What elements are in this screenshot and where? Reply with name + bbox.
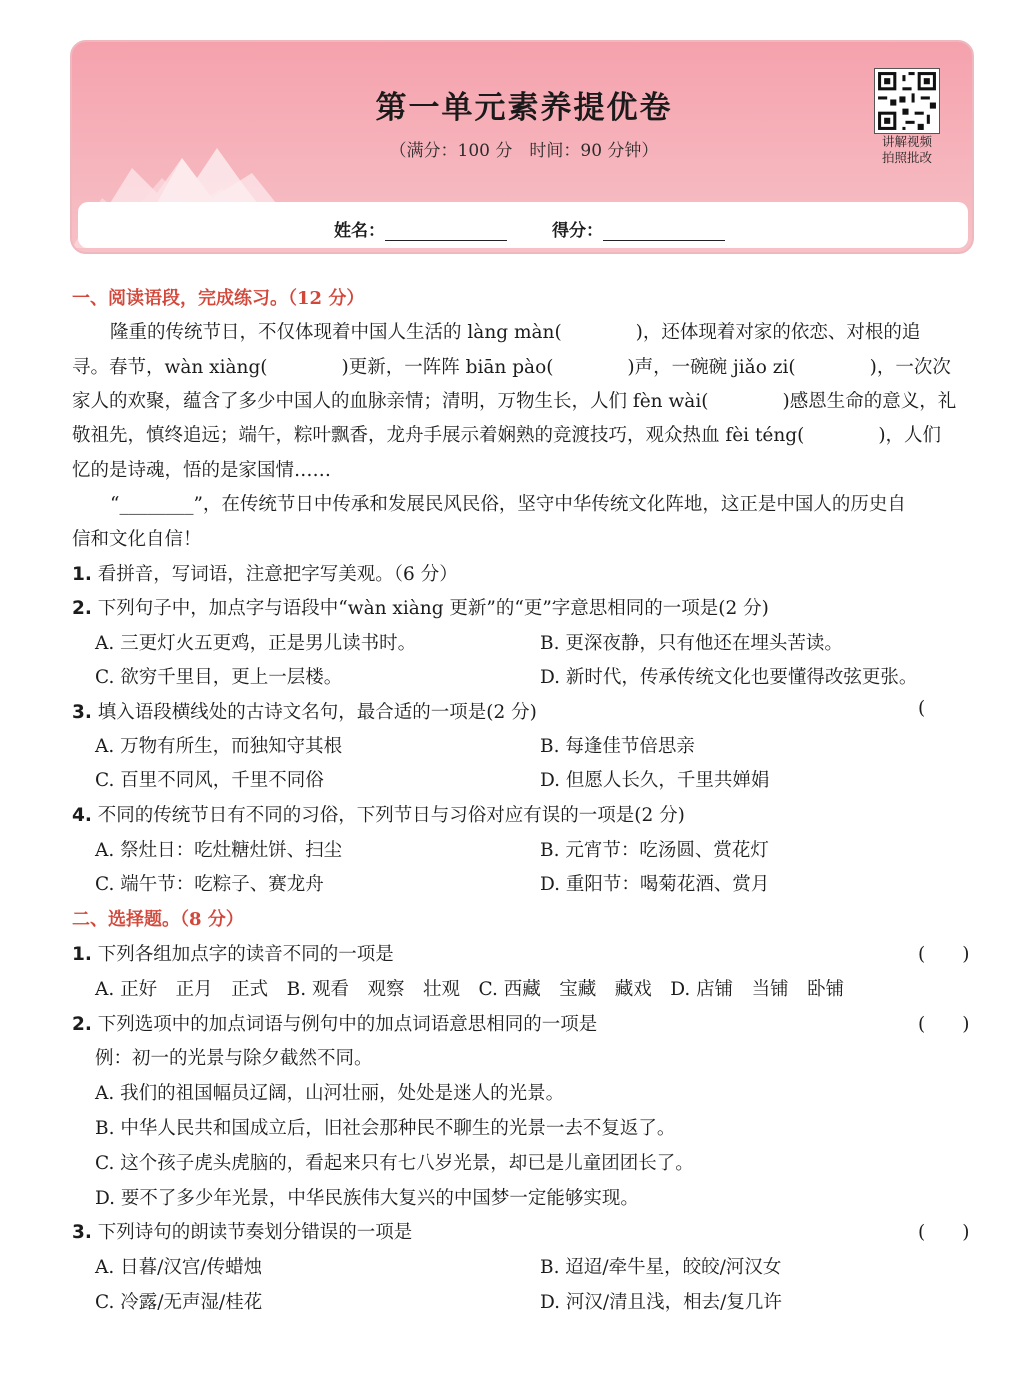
s1-q2-number: 2. [72,598,92,619]
s2-q1-number: 1. [72,944,92,965]
s2-question-2 [72,1010,597,1036]
s2-q1-answer-paren[interactable]: ( ) [918,944,970,965]
s2-q1-options[interactable]: A. 正好 正月 正式 B. 观看 观察 壮观 C. 西藏 宝藏 藏戏 D. 店铺 当铺 卧铺 [95,979,845,1000]
s2-q2-text: 下列选项中的加点词语与例句中的加点词语意思相同的一项是 [97,1014,598,1035]
s1-q3-text: 填入语段横线处的古诗文名句，最合适的一项是(2 分) [97,702,537,723]
passage-line-1: 隆重的传统节日，不仅体现着中国人生活的 làng màn( )，还体现着对家的依恋、对根的追 [110,322,921,343]
name-label: 姓名： [334,221,385,241]
passage-line-3: 家人的欢聚，蕴含了多少中国人的血脉亲情；清明，万物生长，人们 fèn wài( )感恩生命的意义，礼 [72,391,957,412]
s1-q4-option-b[interactable]: B. 元宵节：吃汤圆、赏花灯 [540,840,769,861]
s2-q2-example: 例：初一的光景与除夕截然不同。 [95,1048,373,1069]
qr-label-video: 讲解视频 [881,134,932,149]
s1-q4-option-d[interactable]: D. 重阳节：喝菊花酒、赏月 [540,874,770,895]
score-blank[interactable] [603,222,725,241]
s2-q2-option-c[interactable]: C. 这个孩子虎头虎脑的，看起来只有七八岁光景，却已是儿童团团长了。 [95,1153,694,1174]
exam-title: 第一单元素养提优卷 [375,90,673,126]
qr-label-grading: 拍照批改 [881,150,932,165]
score-field[interactable] [552,216,725,241]
qr-code-icon[interactable] [874,68,940,134]
s2-q3-text: 下列诗句的朗读节奏划分错误的一项是 [97,1222,413,1243]
header-banner [70,40,974,254]
s2-question-3 [72,1218,412,1244]
s1-q2-option-d[interactable]: D. 新时代，传承传统文化也要懂得改弦更张。 [540,667,918,688]
name-field[interactable] [334,216,507,241]
s1-q3-option-a[interactable]: A. 万物有所生，而独知守其根 [95,736,343,757]
s2-q3-answer-paren[interactable]: ( ) [918,1222,970,1243]
s1-q4-text: 不同的传统节日有不同的习俗，下列节日与习俗对应有误的一项是(2 分) [97,805,685,826]
s2-q1-text: 下列各组加点字的读音不同的一项是 [97,944,394,965]
s2-q3-option-a[interactable]: A. 日暮/汉宫/传蜡烛 [95,1257,263,1278]
s2-q3-number: 3. [72,1222,92,1243]
s1-q2-option-c[interactable]: C. 欲穷千里目，更上一层楼。 [95,667,343,688]
s2-q3-option-d[interactable]: D. 河汉/清且浅，相去/复几许 [540,1292,782,1313]
s2-q2-option-d[interactable]: D. 要不了多少年光景，中华民族伟大复兴的中国梦一定能够实现。 [95,1188,639,1209]
passage-line-2: 寻。春节，wàn xiàng( )更新，一阵阵 biān pào( )声，一碗碗 jiǎo zi( )，一次次 [72,357,951,378]
s1-q1-number: 1. [72,564,92,585]
s2-q3-option-c[interactable]: C. 冷露/无声湿/桂花 [95,1292,263,1313]
s1-question-2 [72,594,769,620]
s1-q3-answer-paren[interactable]: ( [918,698,926,719]
name-score-bar [78,202,968,248]
section2-heading: 二、选择题。（8 分） [72,909,244,930]
s1-q1-text: 看拼音，写词语，注意把字写美观。（6 分） [97,564,458,585]
passage-line-6: “________”，在传统节日中传承和发展民风民俗，坚守中华传统文化阵地，这正是中国人的历史自 [110,494,906,515]
exam-subtitle: （满分：100 分 时间：90 分钟） [389,141,659,161]
s1-q2-option-b[interactable]: B. 更深夜静，只有他还在埋头苦读。 [540,633,843,654]
s2-q2-number: 2. [72,1014,92,1035]
s1-q4-option-c[interactable]: C. 端午节：吃粽子、赛龙舟 [95,874,324,895]
name-blank[interactable] [385,222,507,241]
s2-question-1 [72,940,394,966]
s1-q4-number: 4. [72,805,92,826]
s1-question-3 [72,698,537,724]
passage-line-7: 信和文化自信！ [72,529,202,550]
s1-q4-option-a[interactable]: A. 祭灶日：吃灶糖灶饼、扫尘 [95,840,343,861]
s2-q2-option-b[interactable]: B. 中华人民共和国成立后，旧社会那种民不聊生的光景一去不复返了。 [95,1118,676,1139]
s1-q3-option-d[interactable]: D. 但愿人长久，千里共婵娟 [540,770,770,791]
passage-line-4: 敬祖先，慎终追远；端午，粽叶飘香，龙舟手展示着娴熟的竞渡技巧，观众热血 fèi téng( )，人们 [72,425,942,446]
qr-label [864,134,950,166]
section1-heading: 一、阅读语段，完成练习。（12 分） [72,288,365,309]
score-label: 得分： [552,221,603,241]
s2-q2-answer-paren[interactable]: ( ) [918,1014,970,1035]
s2-q3-option-b[interactable]: B. 迢迢/牵牛星，皎皎/河汉女 [540,1257,782,1278]
s1-q2-text: 下列句子中，加点字与语段中“wàn xiàng 更新”的“更”字意思相同的一项是(2 分) [97,598,769,619]
s1-q3-option-c[interactable]: C. 百里不同风，千里不同俗 [95,770,324,791]
s1-question-4 [72,801,685,827]
s1-q3-number: 3. [72,702,92,723]
s1-question-1 [72,560,458,586]
s1-q2-option-a[interactable]: A. 三更灯火五更鸡，正是男儿读书时。 [95,633,417,654]
passage-line-5: 忆的是诗魂，悟的是家国情…… [72,460,332,481]
s2-q2-option-a[interactable]: A. 我们的祖国幅员辽阔，山河壮丽，处处是迷人的光景。 [95,1083,565,1104]
s1-q3-option-b[interactable]: B. 每逢佳节倍思亲 [540,736,695,757]
